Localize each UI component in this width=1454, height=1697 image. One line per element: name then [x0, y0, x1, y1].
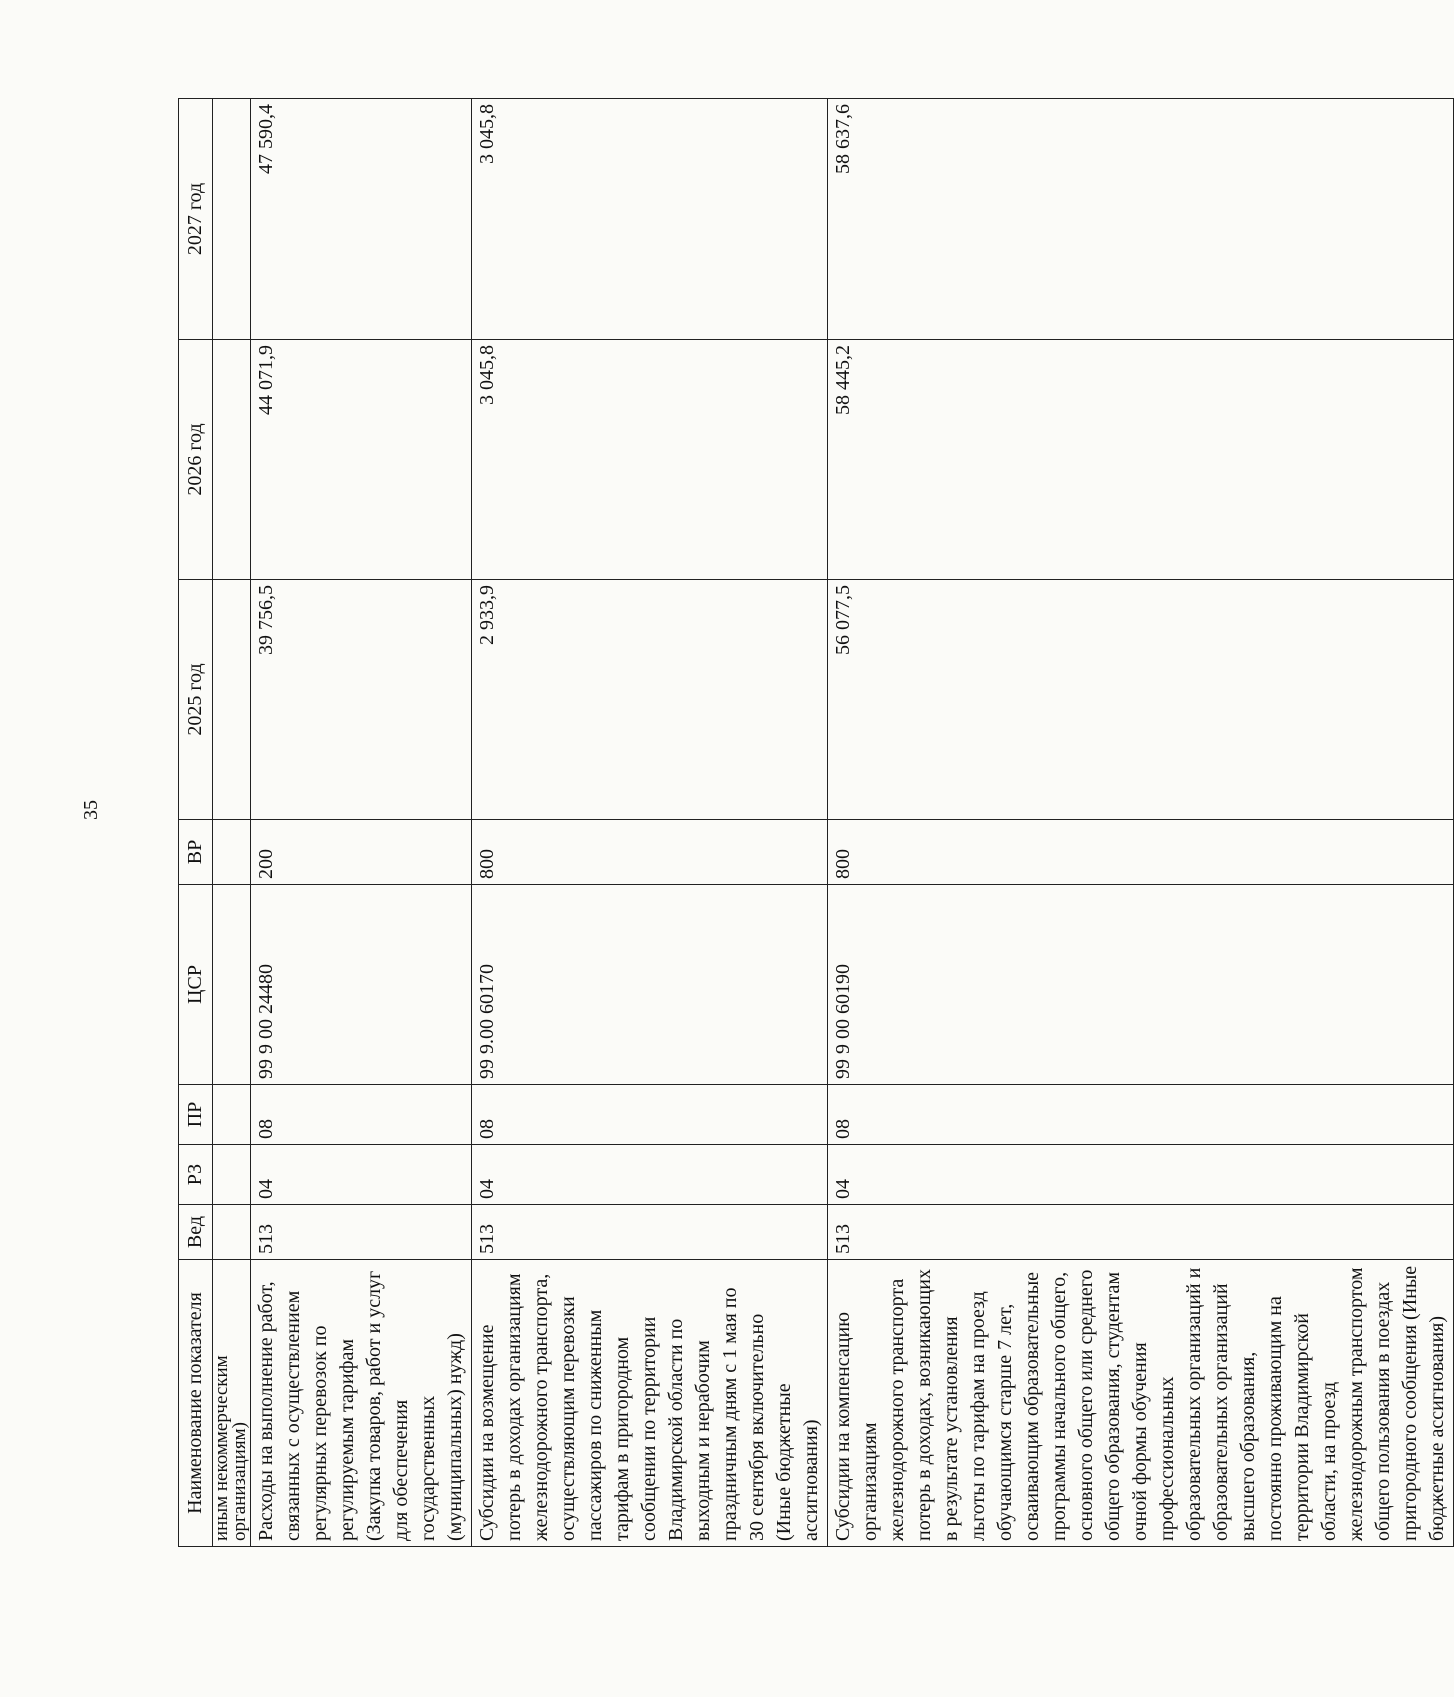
row-rz: 04 [251, 1145, 472, 1205]
row-pr: 08 [828, 1085, 1454, 1145]
row-2025: 56 077,5 [828, 580, 1454, 820]
header-2027: 2027 год [179, 99, 213, 340]
row-name: Субсидии на компенсацию организациям железнодорожного транспорта потерь в доходах, возникающих в результате установления льготы по тарифам на проезд обучающимся старше 7 лет, осваивающим образовательные программы начального общего, основного общего или среднего общего образования, студентам очной формы обучения профессиональных образовательных организаций и образовательных организаций высшего образования, постоянно проживающим на территории Владимирской области, на проезд железнодорожным транспортом общего пользования в поездах пригородного сообщения (Иные бюджетные ассигнования) [828, 1260, 1454, 1547]
empty-cell [213, 580, 251, 820]
row-vr: 800 [828, 820, 1454, 885]
empty-cell [213, 340, 251, 580]
table-row [472, 99, 828, 1547]
table-row [828, 99, 1454, 1547]
row-ved: 513 [251, 1205, 472, 1260]
header-row [179, 99, 213, 1547]
continuation-name: иным некоммерческим организациям) [213, 1260, 251, 1547]
row-2027: 47 590,4 [251, 99, 472, 340]
row-2027: 58 637,6 [828, 99, 1454, 340]
row-name: Расходы на выполнение работ, связанных с осуществлением регулярных перевозок по регулируемым тарифам (Закупка товаров, работ и услуг для обеспечения государственных (муниципальных) нужд) [251, 1260, 472, 1547]
budget-table [178, 98, 1454, 1547]
row-csr: 99 9.00 60170 [472, 885, 828, 1085]
header-pr: ПР [179, 1085, 213, 1145]
row-ved: 513 [828, 1205, 1454, 1260]
row-2026: 58 445,2 [828, 340, 1454, 580]
empty-cell [213, 820, 251, 885]
row-2027: 3 045,8 [472, 99, 828, 340]
row-name: Субсидии на возмещение потерь в доходах организациям железнодорожного транспорта, осуществляющим перевозки пассажиров по сниженным тарифам в пригородном сообщении по территории Владимирской области по выходным и нерабочим праздничным дням с 1 мая по 30 сентября включительно (Иные бюджетные ассигнования) [472, 1260, 828, 1547]
row-vr: 200 [251, 820, 472, 885]
header-2026: 2026 год [179, 340, 213, 580]
header-2025: 2025 год [179, 580, 213, 820]
continuation-row [213, 99, 251, 1547]
row-csr: 99 9 00 24480 [251, 885, 472, 1085]
row-ved: 513 [472, 1205, 828, 1260]
row-2026: 3 045,8 [472, 340, 828, 580]
header-csr: ЦСР [179, 885, 213, 1085]
row-vr: 800 [472, 820, 828, 885]
budget-table-rotated [178, 99, 1448, 1547]
empty-cell [213, 1205, 251, 1260]
page-number: 35 [80, 800, 102, 820]
header-ved: Вед [179, 1205, 213, 1260]
header-rz: РЗ [179, 1145, 213, 1205]
row-2025: 39 756,5 [251, 580, 472, 820]
empty-cell [213, 99, 251, 340]
row-rz: 04 [828, 1145, 1454, 1205]
header-vr: ВР [179, 820, 213, 885]
row-pr: 08 [251, 1085, 472, 1145]
empty-cell [213, 885, 251, 1085]
row-2025: 2 933,9 [472, 580, 828, 820]
row-2026: 44 071,9 [251, 340, 472, 580]
row-csr: 99 9 00 60190 [828, 885, 1454, 1085]
empty-cell [213, 1085, 251, 1145]
empty-cell [213, 1145, 251, 1205]
row-rz: 04 [472, 1145, 828, 1205]
row-pr: 08 [472, 1085, 828, 1145]
table-row [251, 99, 472, 1547]
header-name: Наименование показателя [179, 1260, 213, 1547]
